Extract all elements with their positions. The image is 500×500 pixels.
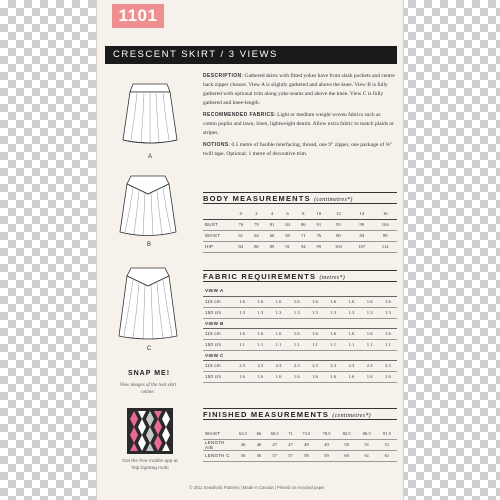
- table-cell: 1.6: [288, 371, 306, 382]
- table-cell: 76: [233, 219, 249, 230]
- table-row: [203, 439, 397, 450]
- table-cell: 2.3: [269, 360, 287, 371]
- table-row: [203, 296, 397, 307]
- table-cell: 59: [316, 450, 336, 461]
- table-cell: 1.1: [324, 339, 342, 350]
- table-cell: 73.5: [296, 428, 316, 439]
- finished-measurements-title: FINISHED MEASUREMENTS: [203, 410, 330, 419]
- table-cell: 51: [377, 439, 397, 450]
- pattern-envelope-back: [96, 0, 404, 500]
- table-cell: 71: [295, 230, 311, 241]
- table-cell: 1.6: [251, 328, 269, 339]
- fabric-width-label: 150 cm: [203, 307, 233, 318]
- size-header-spacer: [203, 208, 233, 219]
- table-cell: 1.3: [342, 307, 360, 318]
- table-cell: 1.3: [324, 307, 342, 318]
- pattern-number-badge: 1101: [112, 4, 164, 28]
- size-header-cell: 4: [264, 208, 280, 219]
- size-header-cell: 16: [374, 208, 398, 219]
- table-cell: 46: [253, 439, 264, 450]
- fabric-width-label: 150 cm: [203, 371, 233, 382]
- table-cell: 86: [295, 219, 311, 230]
- fabric-requirements-heading: [203, 270, 397, 282]
- table-cell: 1.1: [269, 339, 287, 350]
- table-cell: 1.6: [324, 328, 342, 339]
- table-cell: 1.3: [288, 307, 306, 318]
- table-cell: 89: [264, 241, 280, 252]
- table-cell: 84: [350, 230, 373, 241]
- table-cell: 1.6: [379, 328, 397, 339]
- table-cell: 95: [327, 219, 350, 230]
- table-cell: 1.1: [288, 339, 306, 350]
- table-cell: 1.3: [233, 307, 251, 318]
- fabric-requirements-title: FABRIC REQUIREMENTS: [203, 272, 317, 281]
- view-group-label: VIEW C: [203, 350, 397, 360]
- table-cell: 1.6: [233, 371, 251, 382]
- finished-measurements-heading: [203, 408, 397, 420]
- table-cell: 107: [350, 241, 373, 252]
- body-measurements-title: BODY MEASUREMENTS: [203, 194, 311, 203]
- table-row: [203, 241, 397, 252]
- table-cell: 86.5: [357, 428, 377, 439]
- table-cell: 1.6: [324, 296, 342, 307]
- table-cell: 57: [265, 450, 285, 461]
- table-cell: 82.5: [337, 428, 357, 439]
- table-row: [203, 371, 397, 382]
- snap-me-text: View images of the real skirt online.: [119, 383, 177, 395]
- size-header-cell: 0: [233, 208, 249, 219]
- fabric-width-label: 150 cm: [203, 339, 233, 350]
- fabric-width-label: 115 cm: [203, 296, 233, 307]
- table-cell: 58: [296, 450, 316, 461]
- table-cell: 61: [233, 230, 249, 241]
- finished-measurements-table: [203, 428, 397, 462]
- table-cell: 56: [253, 450, 264, 461]
- size-header-cell: 8: [295, 208, 311, 219]
- table-cell: 1.6: [251, 371, 269, 382]
- table-cell: 91: [280, 241, 296, 252]
- table-row: [203, 339, 397, 350]
- table-cell: 91: [311, 219, 327, 230]
- row-label: HIP: [203, 241, 233, 252]
- table-cell: 1.6: [306, 296, 324, 307]
- table-cell: 1.1: [306, 339, 324, 350]
- table-cell: 63.5: [233, 428, 253, 439]
- table-cell: 103: [327, 241, 350, 252]
- view-group-label: VIEW A: [203, 286, 397, 296]
- table-cell: 61: [377, 450, 397, 461]
- fabric-requirements-table: [203, 286, 397, 383]
- table-cell: 80: [327, 230, 350, 241]
- table-cell: 91.5: [377, 428, 397, 439]
- fabrics-text: Light or medium weight woven fabrics such as cotton poplin and lawn, linen, lightweight denim. Allow extra fabric to match plaids or stripes.: [203, 112, 394, 136]
- table-cell: 78.5: [316, 428, 336, 439]
- description-text: Gathered skirts with fitted yokes have front slash pockets and centre back zipper closure. View A is slightly gathered and above the knee. View B is fully gathered with optional trim along yoke seams and above the knee. View C is fully gathered and knee-length.: [203, 73, 395, 106]
- body-measurements-unit: (centimetres*): [314, 197, 353, 203]
- table-cell: 1.6: [361, 371, 379, 382]
- notions-text: 0.5 metre of fusible interfacing, thread, one 9" zipper, one package of ⅝" twill tape. Optional: 1 metre of decorative trim.: [203, 142, 392, 157]
- body-measurements-table: [203, 208, 397, 253]
- table-cell: 51: [357, 439, 377, 450]
- row-label: LENGTH A/B: [203, 439, 233, 450]
- view-group-label: VIEW B: [203, 318, 397, 328]
- table-cell: 1.3: [251, 307, 269, 318]
- size-header-row: [203, 208, 397, 219]
- table-row: [203, 307, 397, 318]
- table-cell: 94: [295, 241, 311, 252]
- size-header-cell: 10: [311, 208, 327, 219]
- table-cell: 1.1: [233, 339, 251, 350]
- finished-measurements-unit: (centimetres*): [332, 413, 371, 419]
- table-cell: 89: [374, 230, 398, 241]
- body-measurements-heading: [203, 192, 397, 204]
- table-cell: 60: [337, 450, 357, 461]
- view-b-label: B: [146, 242, 151, 248]
- table-cell: 99: [350, 219, 373, 230]
- table-cell: 2.3: [342, 360, 360, 371]
- row-label: LENGTH C: [203, 450, 233, 461]
- table-cell: 47: [285, 439, 296, 450]
- table-cell: 79: [249, 219, 265, 230]
- table-cell: 1.6: [361, 328, 379, 339]
- table-cell: 2.3: [306, 360, 324, 371]
- size-header-cell: 14: [350, 208, 373, 219]
- table-cell: 64: [249, 230, 265, 241]
- table-cell: 56: [233, 450, 253, 461]
- mobile-app-text: Get the free mobile app at http://gettag.mobi: [122, 459, 178, 471]
- notions-label: NOTIONS: [203, 142, 229, 148]
- table-row: [203, 450, 397, 461]
- table-cell: 1.1: [342, 339, 360, 350]
- fabric-width-label: 115 cm: [203, 360, 233, 371]
- table-cell: 48: [296, 439, 316, 450]
- table-cell: 1.6: [379, 296, 397, 307]
- row-label: BUST: [203, 219, 233, 230]
- table-cell: 1.3: [361, 307, 379, 318]
- skirt-view-c-illustration: [117, 264, 179, 344]
- table-cell: 1.6: [324, 371, 342, 382]
- table-row: [203, 230, 397, 241]
- table-cell: 1.6: [361, 296, 379, 307]
- table-cell: 99: [311, 241, 327, 252]
- table-row: [203, 328, 397, 339]
- table-cell: 1.6: [288, 296, 306, 307]
- skirt-view-b-illustration: [117, 172, 179, 242]
- table-row: [203, 360, 397, 371]
- snap-me-title: SNAP ME!: [127, 370, 171, 377]
- table-cell: 71: [285, 428, 296, 439]
- table-cell: 1.6: [379, 371, 397, 382]
- table-cell: 1.3: [379, 307, 397, 318]
- view-a-label: A: [147, 154, 152, 160]
- table-cell: 57: [285, 450, 296, 461]
- table-cell: 49: [316, 439, 336, 450]
- table-cell: 86: [249, 241, 265, 252]
- table-cell: 1.6: [269, 371, 287, 382]
- table-cell: 61: [357, 450, 377, 461]
- tag-code-icon[interactable]: [127, 408, 173, 454]
- table-cell: 1.1: [251, 339, 269, 350]
- fabric-requirements-unit: (metres*): [319, 275, 346, 281]
- table-cell: 50: [337, 439, 357, 450]
- table-cell: 1.6: [233, 296, 251, 307]
- table-cell: 66: [253, 428, 264, 439]
- table-cell: 1.6: [342, 371, 360, 382]
- table-cell: 1.6: [306, 371, 324, 382]
- pattern-title-bar: CRESCENT SKIRT / 3 VIEWS: [105, 46, 397, 64]
- table-cell: 2.3: [361, 360, 379, 371]
- view-group-row: [203, 350, 397, 360]
- view-group-row: [203, 286, 397, 296]
- description-label: DESCRIPTION: [203, 73, 242, 79]
- table-cell: 2.3: [288, 360, 306, 371]
- table-cell: 112: [374, 241, 398, 252]
- table-cell: 1.6: [233, 328, 251, 339]
- table-cell: 2.3: [251, 360, 269, 371]
- table-cell: 1.6: [269, 296, 287, 307]
- fabrics-label: RECOMMENDED FABRICS: [203, 112, 275, 118]
- table-cell: 66: [264, 230, 280, 241]
- table-cell: 2.3: [324, 360, 342, 371]
- table-cell: 2.3: [379, 360, 397, 371]
- table-cell: 68.5: [265, 428, 285, 439]
- table-cell: 104: [374, 219, 398, 230]
- table-cell: 81: [264, 219, 280, 230]
- table-cell: 1.6: [342, 328, 360, 339]
- table-row: [203, 219, 397, 230]
- table-cell: 84: [280, 219, 296, 230]
- footer-credits: © 2011 Sewaholic Patterns | Made in Canada | Printed on recycled paper: [189, 485, 325, 490]
- table-cell: 1.6: [288, 328, 306, 339]
- table-cell: 46: [233, 439, 253, 450]
- row-label: WAIST: [203, 428, 233, 439]
- table-cell: 1.1: [361, 339, 379, 350]
- view-c-label: C: [146, 346, 152, 352]
- pattern-description: DESCRIPTION: Gathered skirts with fitted yokes have front slash pockets and centre back zipper closure. View A is slightly gathered and above the knee. View B is fully gathered with optional trim along yoke seams and above the knee. View C is fully gathered and knee-length. RECOMMENDED FABRICS: Light or medium weight woven fabrics such as cotton poplin and lawn, linen, lightweight denim. Allow extra fabric to match plaids or stripes. NOTIONS: 0.5 metre of fusible interfacing, thread, one 9" zipper, one package of ⅝" twill tape. Optional: 1 metre of decorative trim.: [203, 73, 395, 157]
- table-cell: 1.6: [269, 328, 287, 339]
- size-header-cell: 6: [280, 208, 296, 219]
- table-cell: 76: [311, 230, 327, 241]
- table-cell: 1.1: [379, 339, 397, 350]
- table-cell: 2.3: [233, 360, 251, 371]
- table-cell: 84: [233, 241, 249, 252]
- view-group-row: [203, 318, 397, 328]
- table-cell: 1.6: [342, 296, 360, 307]
- skirt-view-a-illustration: [119, 78, 181, 148]
- table-cell: 1.6: [251, 296, 269, 307]
- table-cell: 1.3: [269, 307, 287, 318]
- table-cell: 1.6: [306, 328, 324, 339]
- table-cell: 47: [265, 439, 285, 450]
- table-cell: 69: [280, 230, 296, 241]
- fabric-width-label: 115 cm: [203, 328, 233, 339]
- size-header-cell: 2: [249, 208, 265, 219]
- row-label: WAIST: [203, 230, 233, 241]
- table-row: [203, 428, 397, 439]
- size-header-cell: 12: [327, 208, 350, 219]
- table-cell: 1.3: [306, 307, 324, 318]
